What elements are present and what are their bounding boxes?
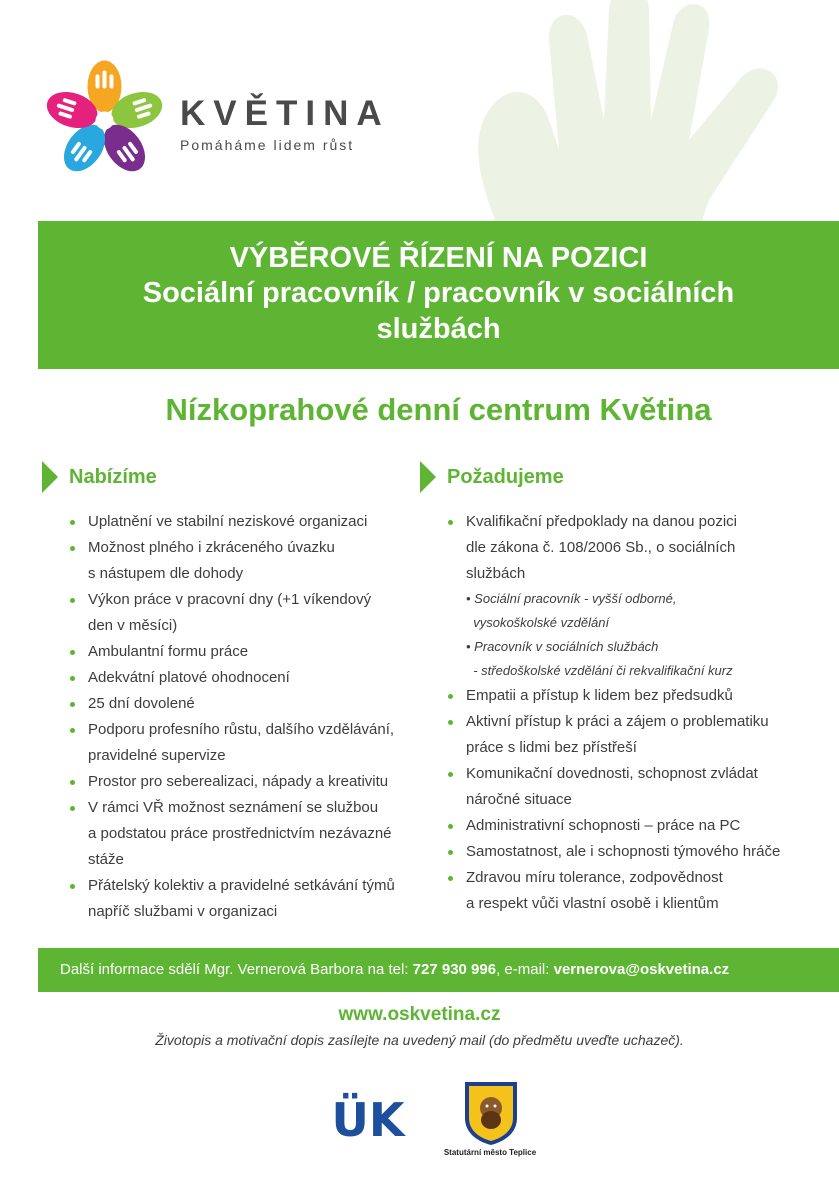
list-item-line: Výkon práce v pracovní dny (+1 víkendový [88,591,372,608]
teplice-crest-icon [463,1080,519,1146]
list-subitem: • Pracovník v sociálních službách [466,639,659,654]
list-item-line: Zdravou míru tolerance, zodpovědnost [466,869,723,886]
offer-heading-row [42,460,422,494]
list-item [66,691,422,717]
list-item-line: Kvalifikační předpoklady na danou pozici [466,513,738,530]
contact-email[interactable]: vernerova@oskvetina.cz [553,961,730,978]
list-item-line: dle zákona č. 108/2006 Sb., o sociálních [466,539,736,556]
kvetina-flower-logo-icon [42,58,167,183]
list-item-line: pravidelné supervize [88,747,226,764]
list-item-line: Prostor pro seberealizaci, nápady a kreativitu [88,773,389,790]
list-item [66,509,422,535]
list-item [66,873,422,925]
list-item [66,665,422,691]
list-item [444,839,820,865]
offer-heading: Nabízíme [69,465,157,488]
list-item [444,683,820,709]
list-item-line: stáže [88,851,124,868]
list-item-line: Ambulantní formu práce [88,643,249,660]
list-item [444,813,820,839]
list-item-line: Adekvátní platové ohodnocení [88,669,290,686]
list-item [66,639,422,665]
triangle-right-icon [420,461,436,493]
list-item-line: Podporu profesního růstu, dalšího vzdělávání, [88,721,395,738]
header-position-line: Sociální pracovník / pracovník v sociálních [142,277,735,309]
require-heading-row [420,460,820,494]
list-subitem: vysokoškolské vzdělání [466,615,610,630]
hand-background-graphic [439,0,839,230]
usti-kraj-logo-icon [325,1092,411,1140]
list-item-line: V rámci VŘ možnost seznámení se službou [88,799,379,816]
list-item [444,761,820,813]
contact-phone[interactable]: 727 930 996 [412,961,497,978]
list-item [66,795,422,873]
list-subitem: • Sociální pracovník - vyšší odborné, [466,591,677,606]
list-item [444,509,820,587]
header-position-line-cont: službách [376,313,501,345]
list-item-line: službách [466,565,526,582]
require-heading: Požadujeme [447,465,564,488]
list-item-line: Přátelský kolektiv a pravidelné setkávání týmů [88,877,395,894]
header-banner [38,221,839,369]
list-item-line: den v měsíci) [88,617,178,634]
list-item-line: a podstatou práce prostřednictvím nezávazné [88,825,392,842]
list-item-line: náročné situace [466,791,572,808]
list-item [66,769,422,795]
list-item-line: Možnost plného i zkráceného úvazku [88,539,335,556]
list-item-line: Samostatnost, ale i schopnosti týmového hráče [466,843,781,860]
brand-tagline: Pomáháme lidem růst [180,137,355,153]
list-item-line: Komunikační dovednosti, schopnost zvládat [466,765,758,782]
brand-name: KVĚTINA [180,94,390,133]
list-item-line: s nástupem dle dohody [88,565,244,582]
city-label: Statutární město Teplice [443,1148,537,1157]
list-item [66,587,422,639]
contact-bar [38,948,839,992]
centre-name: Nízkoprahové denní centrum Květina [165,392,712,427]
contact-mid: , e-mail: [496,961,554,978]
list-item-line: Uplatnění ve stabilní neziskové organizaci [88,513,368,530]
list-subitem: - středoškolské vzdělání či rekvalifikační kurz [466,663,733,678]
list-item [444,865,820,917]
require-list [420,509,820,917]
list-item-line: práce s lidmi bez přístřeší [466,739,637,756]
list-item-line: napříč službami v organizaci [88,903,278,920]
list-item-line: Administrativní schopnosti – práce na PC [466,817,741,834]
require-column [420,460,820,917]
contact-prefix: Další informace sdělí Mgr. Vernerová Barbora na tel: [60,961,413,978]
website-link[interactable]: www.oskvetina.cz [338,1004,501,1025]
list-item-line: Aktivní přístup k práci a zájem o problematiku [466,713,769,730]
offer-list [42,509,422,925]
application-note: Životopis a motivační dopis zasílejte na uvedený mail (do předmětu uveďte uchazeč). [155,1032,684,1048]
header-title: VÝBĚROVÉ ŘÍZENÍ NA POZICI [229,242,648,274]
list-item-line: 25 dní dovolené [88,695,195,712]
list-item-line: Empatii a přístup k lidem bez předsudků [466,687,733,704]
offer-column [42,460,422,925]
list-item [66,535,422,587]
uk-logo-text: ÜK [331,1093,405,1140]
list-item-line: a respekt vůči vlastní osobě i klientům [466,895,719,912]
list-item [66,717,422,769]
list-item [444,709,820,761]
triangle-right-icon [42,461,58,493]
